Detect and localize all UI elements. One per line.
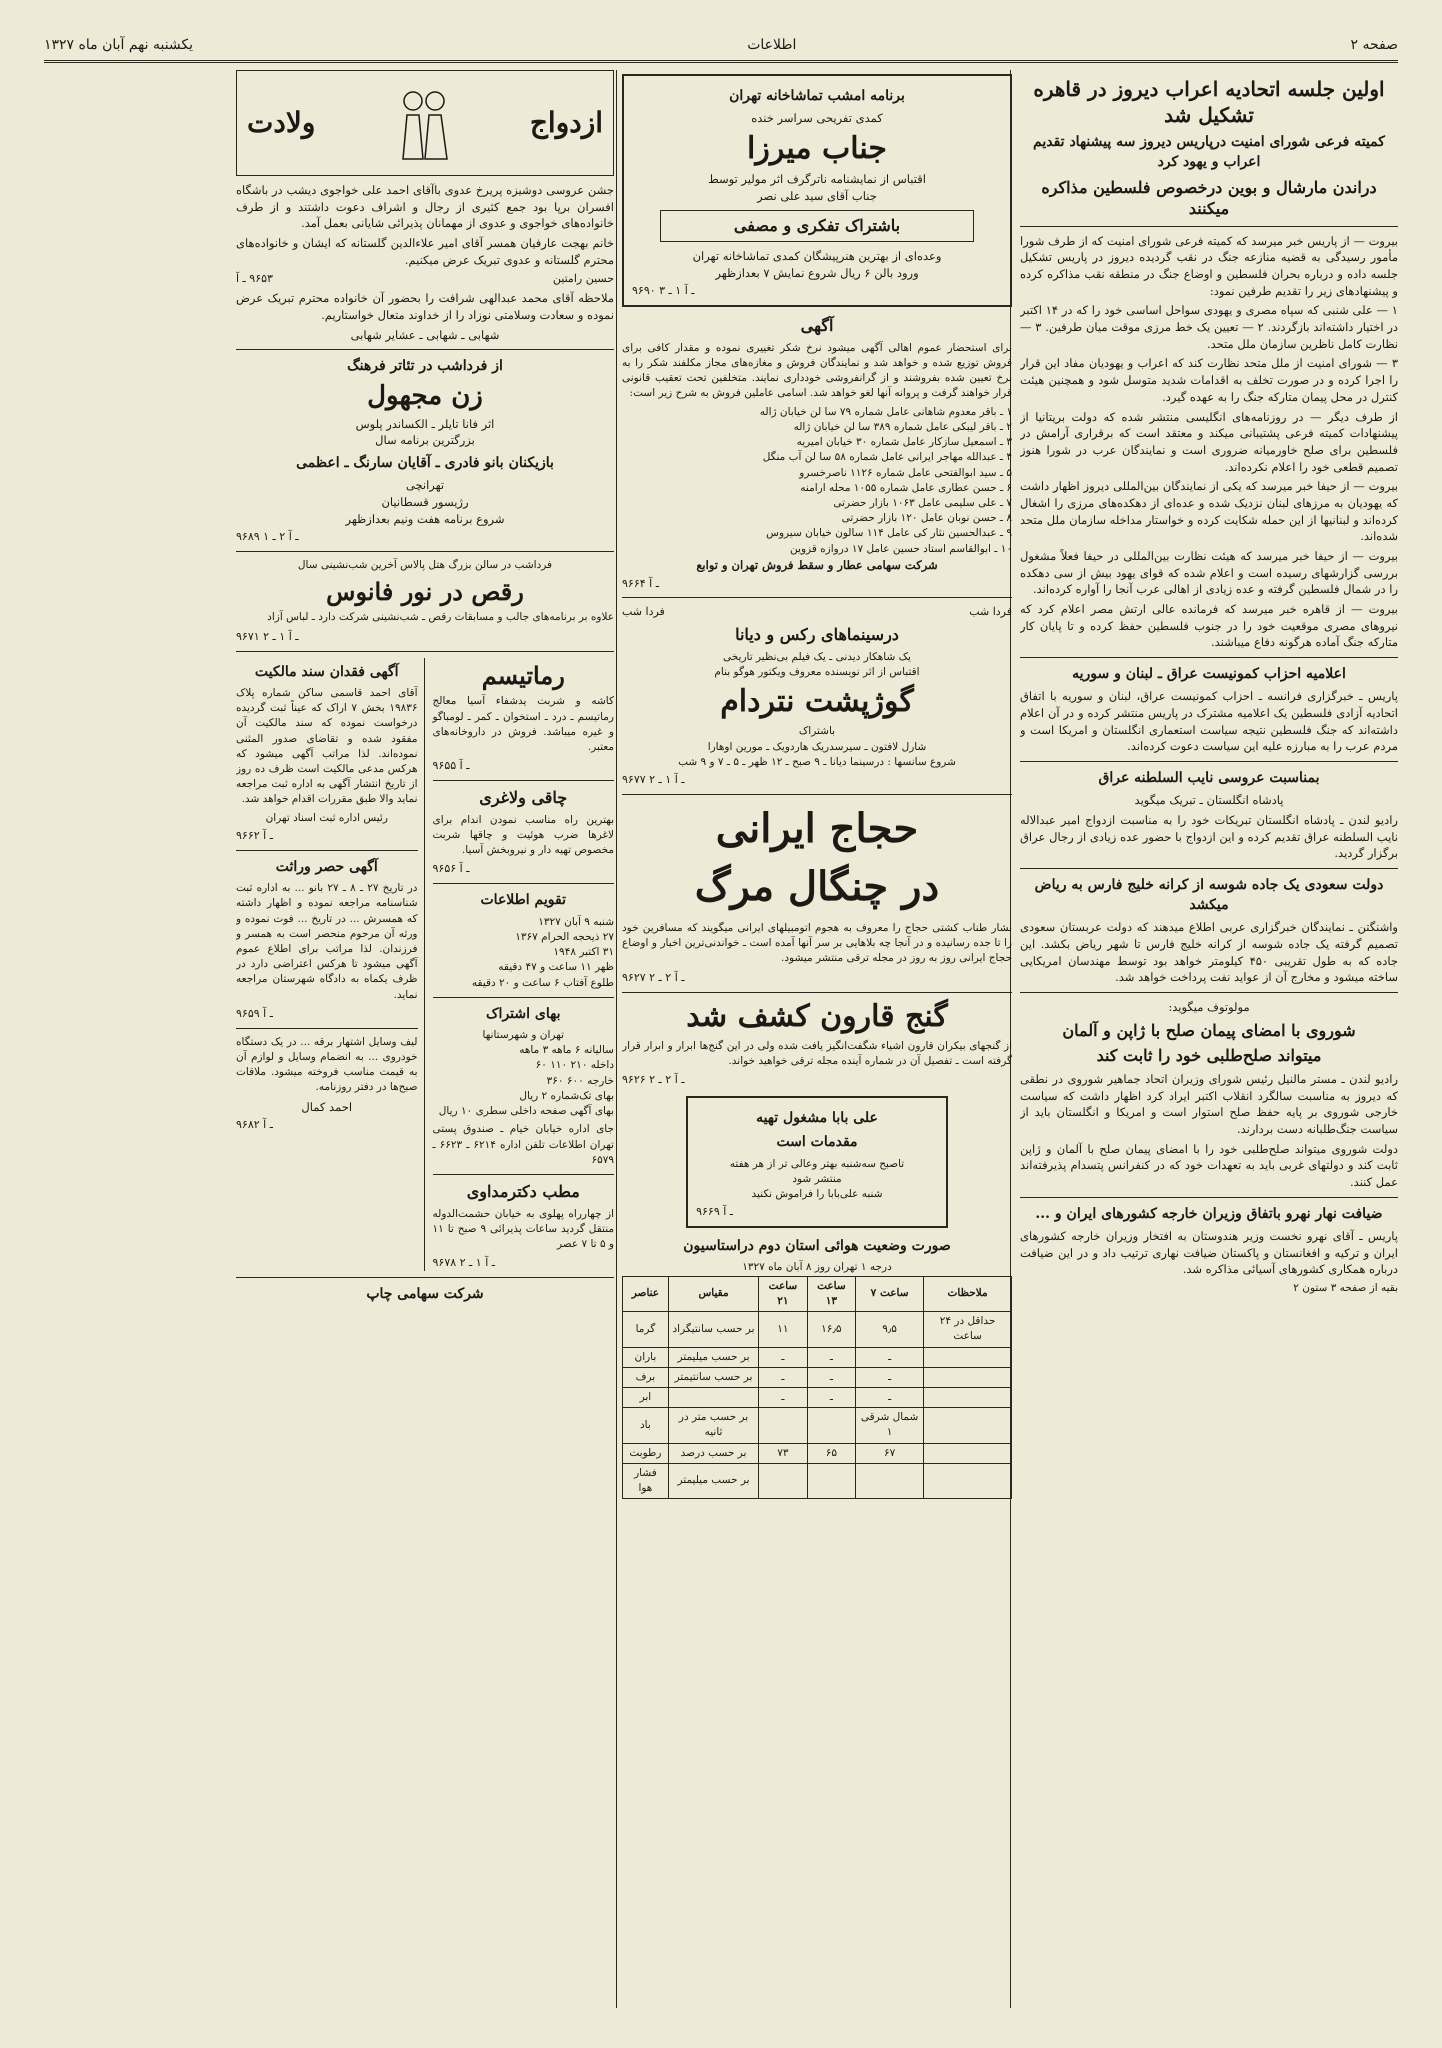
alibaba-ad: [686, 1096, 948, 1228]
ad-code: ۹۶۷۷ ـ آ ۱ ـ ۲: [622, 773, 685, 787]
article-text: بیروت — از پاریس خبر میرسد که کمیته فرعی شورای امنیت که از طرف شورا مأمور رسیدگی به قضیه منازعه جنگ در نقب گردیده دیروز در پاریس تشکیل جلسه داده و درباره بحران فلسطین و اوضاع جنگ در منطقه نقب مذاکره کرده و پیشنهادهای زیر را تقدیم طرفین نمود:: [1020, 233, 1398, 298]
office-info: جای اداره خیابان خیام ـ صندوق پستی تهران اطلاعات تلفن اداره ۶۲۱۴ ـ ۶۶۲۳ ـ ۶۵۷۹: [432, 1123, 614, 1166]
table-cell: [924, 1408, 1012, 1443]
film-heading: از فرداشب در تئاتر فرهنگ: [347, 358, 503, 375]
weather-column-header: ساعت ۱۳: [807, 1276, 855, 1311]
headline-arab-league: اولین جلسه اتحادیه اعراب دیروز در قاهره تشکیل شد: [1033, 77, 1385, 127]
divider: [236, 651, 614, 652]
notice-list-item: ۶ ـ حسن عطاری عامل شماره ۱۰۵۵ محله ارامنه: [800, 481, 1012, 494]
weather-table: [622, 1276, 1012, 1500]
column-ads-left: [236, 70, 614, 2012]
table-cell: بر حسب سانتیمتر: [668, 1367, 758, 1387]
film-place: تهرانچی: [405, 478, 445, 493]
hajj-text: نشار طناب کشتی حجاج را معروف به هجوم اتومبیلهای ایرانی میگویند که مسافرین خود را تا جده رسانیده و در آنجا چه بلاهایی بر سر آنها آمده است ـ خواندنی‌ترین اخبار و اوضاع حجاج ایرانی روز به روز در مجله ترقی منتشر میشود.: [622, 922, 1012, 965]
alibaba-heading: علی بابا مشغول تهیه: [756, 1109, 878, 1126]
divider: [236, 1277, 614, 1278]
table-cell: ۶۵: [807, 1443, 855, 1463]
table-cell: [668, 1388, 758, 1408]
continued-note: بقیه از صفحه ۳ ستون ۲: [1293, 1282, 1398, 1295]
theater-description: وعده‌ای از بهترین هنرپیشگان کمدی تماشاخانه تهران: [692, 248, 942, 263]
cinema-times: شروع سانسها : درسینما دیانا ـ ۹ صبح ـ ۱۲ ظهر ـ ۵ ـ ۷ و ۹ شب: [678, 755, 956, 768]
loss-notice-heading: آگهی فقدان سند مالکیت: [254, 663, 399, 680]
alibaba-text: منتشر شود: [792, 1172, 842, 1185]
calendar-row: ظهر ۱۱ ساعت و ۴۷ دقیقه: [498, 961, 614, 974]
divider: [433, 1174, 615, 1175]
theater-description: ورود بالن ۶ ریال شروع نمایش ۷ بعدازظهر: [715, 265, 919, 280]
subscription-row: بهای تک‌شماره ۲ ریال: [519, 1089, 614, 1102]
notice-list-item: ۹ ـ عبدالحسین نثار کی عامل ۱۱۴ سالون خیابان سیروس: [766, 527, 1012, 540]
headline-saudi-road: دولت سعودی یک جاده شوسه از کرانه خلیج فارس به ریاض میکشد: [1034, 876, 1384, 914]
misc-notice-signature: احمد کمال: [301, 1099, 353, 1114]
ad-code: ۹۶۸۹ ـ آ ۲ ـ ۱: [236, 530, 299, 544]
treasure-text: از گنجهای بیکران قارون اشیاء شگفت‌انگیز یافت شده ولی در این گنج‌ها ابرار و ابرار قرار گرفته است ـ تفصیل آن در شماره آینده مجله ترقی خواهید خواند.: [622, 1039, 1012, 1067]
table-cell: بر حسب درصد: [668, 1443, 758, 1463]
weight-title: چاقی ولاغری: [479, 788, 568, 808]
weather-column-header: مقیاس: [668, 1276, 758, 1311]
article-text: بیروت — از حیفا خبر میرسد که هیئت نظارت بین‌المللی در حیفا فعلاً مشغول بررسی گزارشهای رسیده است و اعلام شده که قوای یهود بیش از سی دهکده را در شمال فلسطین گرفته و عده زیادی از اهالی عرب آنجا را آواره کرده‌اند.: [1020, 548, 1398, 597]
divider: [433, 997, 615, 998]
table-cell: ـ: [807, 1388, 855, 1408]
table-cell: ۱۶٫۵: [807, 1312, 855, 1347]
headline-nehru-lunch: ضیافت نهار نهرو باتفاق وزیران خارجه کشورهای ایران و ...: [1035, 1205, 1383, 1222]
table-cell: برف: [623, 1367, 669, 1387]
table-row: [623, 1408, 1012, 1443]
table-cell: بر حسب میلیمتر: [668, 1347, 758, 1367]
subscription-subheading: تهران و شهرستانها: [482, 1029, 564, 1042]
article-text: ۱ — علی شنبی که سپاه مصری و یهودی سواحل اساسی خود را که در ۱۴ اکتبر در اختیار داشته‌اند بازگردند. ۲ — تعیین یک خط مرزی موقت میان طرفین. ۳ — نظارت کامل ناظرین سازمان ملل متحد.: [1020, 303, 1398, 351]
weather-table-body: [623, 1312, 1012, 1499]
table-cell: [924, 1347, 1012, 1367]
wedding-signature: حسین رامتین: [552, 272, 614, 286]
wedding-text: جشن عروسی دوشیزه پریرخ عدوی باآقای احمد علی خواجوی دیشب در باشگاه افسران برپا بود جمع کثیری از رجال و اشراف دعوت داشتند و از طرف خانواده‌های خواجوی و عدوی از مهمانان پذیرائی شایانی بعمل آمد.: [236, 183, 614, 231]
left-split-right: [433, 658, 615, 1272]
table-cell: [807, 1463, 855, 1498]
issue-date: یکشنبه نهم آبان ماه ۱۳۲۷: [44, 37, 194, 53]
weather-column-header: ساعت ۷: [856, 1276, 924, 1311]
divider: [236, 349, 614, 350]
hajj-title-2: در چنگال مرگ: [694, 863, 940, 911]
theater-ad: [622, 74, 1012, 307]
divider: [1020, 657, 1398, 658]
article-text: ۳ — شورای امنیت از ملل متحد نظارت کند که اعراب و یهودیان مفاد این قرار را اجرا کرده و در صورت تخلف به اقدامات شدید متوسل شود و همچنین هیئت کنترل در محل پیمان متارکه جنگ را به عهده گیرد.: [1020, 356, 1398, 404]
article-text: رادیو لندن ـ پادشاه انگلستان تبریکات خود را به مناسبت ازدواج امیر عبدالاله نایب السلطنه عراق تقدیم کرده و این ازدواج با حضور عده زیادی از رجال عراق برگزار گردید.: [1020, 812, 1398, 861]
table-cell: ـ: [856, 1367, 924, 1387]
table-cell: گرما: [623, 1312, 669, 1347]
ad-code: ۹۶۶۲ ـ آ: [236, 828, 273, 842]
film-title: زن مجهول: [367, 380, 483, 411]
divider: [1020, 761, 1398, 762]
subhead-iraq-wedding: پادشاه انگلستان ـ تبریک میگوید: [1134, 793, 1284, 808]
table-cell: رطوبت: [623, 1443, 669, 1463]
dance-text: علاوه بر برنامه‌های جالب و مسابقات رقص ـ شب‌نشینی شرکت دارد ـ لباس آزاد: [267, 611, 614, 624]
loss-notice-text: آقای احمد قاسمی ساکن شماره پلاک ۱۹۸۳۶ بخش ۷ اراک که عیناً ثبت گردیده درخواست نموده که سند مالکیت آن مفقود شده و تقاضای صدور المثنی نموده‌اند. لذا مراتب آگهی میشود که هرکس مدعی مالکیت است ظرف ده روز از تاریخ انتشار آگهی به اداره ثبت مراجعه نماید والا طبق مقررات اقدام خواهد شد.: [236, 686, 418, 806]
weather-column-header: عناصر: [623, 1276, 669, 1311]
table-cell: شمال شرقی ۱: [856, 1408, 924, 1443]
headline-soviet-peace-2: میتواند صلح‌طلبی خود را ثابت کند: [1096, 1046, 1322, 1066]
table-cell: [759, 1463, 807, 1498]
film-actors: بازیکنان بانو فادری ـ آقایان سارنگ ـ اعظمی: [296, 455, 554, 472]
kicker-molotov: مولوتوف میگوید:: [1168, 1000, 1250, 1015]
ad-code: ۹۶۵۶ ـ آ: [432, 862, 470, 876]
table-cell: ـ: [807, 1347, 855, 1367]
left-split-left: [236, 658, 425, 1272]
notice-list-item: ۵ ـ سید ابوالفتحی عامل شماره ۱۱۲۶ ناصرخسرو: [799, 466, 1012, 479]
table-cell: [924, 1367, 1012, 1387]
divider: [236, 1028, 418, 1029]
ad-code: ۹۶۵۹ ـ آ: [236, 1006, 273, 1020]
wedding-text: خانم بهجت عارفیان همسر آقای امیر علاءالدین گلستانه که ایشان و خانواده‌های محترم گلستانه و عدوی تبریک عرض میکنیم.: [236, 236, 614, 267]
hajj-title: حجاج ایرانی: [715, 805, 919, 853]
inheritance-notice-heading: آگهی حصر وراثت: [275, 858, 378, 875]
theater-cast-box: باشتراک تفکری و مصفی: [660, 210, 974, 242]
divider: [622, 992, 1012, 993]
subscription-row: بهای آگهی صفحه داخلی سطری ۱۰ ریال: [438, 1105, 614, 1118]
ad-code: ۹۶۶۴ ـ آ: [622, 576, 659, 590]
notice-text: برای استحضار عموم اهالی آگهی میشود نرخ شکر تغییری نموده و مقدار کافی برای فروش توزیع شده و خواهد شد و نمایندگان فروش و مغازه‌های مجاز مکلفند شکر را به نرخ تعیین شده بفروشند و از گرانفروشی خودداری نمایند. متخلفین تحت تعقیب قانونی قرار خواهند گرفت و پروانه آنها لغو خواهد شد. اسامی عاملین فروش به شرح زیر است:: [622, 341, 1012, 400]
theater-description: اقتباس از نمایشنامه ناترگرف اثر مولیر توسط: [708, 171, 926, 186]
divider: [433, 883, 615, 884]
table-cell: [856, 1463, 924, 1498]
table-cell: ۷۳: [759, 1443, 807, 1463]
alibaba-text: شنبه علی‌بابا را فراموش نکنید: [751, 1188, 883, 1201]
film-subheading: بزرگترین برنامه سال: [375, 433, 475, 448]
cinema-tag: فردا شب: [969, 605, 1012, 619]
film-director: رژیسور قسطانیان: [381, 495, 469, 510]
table-cell: ۱۱: [759, 1312, 807, 1347]
weather-heading: صورت وضعیت هوائی استان دوم دراستاسیون: [683, 1238, 951, 1255]
article-text: بیروت — از قاهره خبر میرسد که فرمانده عالی ارتش مصر اعلام کرد که نیروهای مصری موقعیت خود را در جنوب فلسطین حفظ کرده و تا پایان کار متارکه جنگ آماده هرگونه دفاع میباشند.: [1020, 601, 1398, 650]
printer-name: شرکت سهامی چاپ: [366, 1286, 484, 1303]
table-row: [623, 1347, 1012, 1367]
wedding-text: ملاحظه آقای محمد عبدالهی شرافت را بحضور آن خانواده محترم تبریک عرض نموده و سعادت وسلامتی نوزاد را از خداوند متعال خواستاریم.: [236, 291, 614, 322]
table-cell: ۶۷: [856, 1443, 924, 1463]
ad-code: ۹۶۵۳ ـ آ: [236, 272, 273, 286]
dance-title: رقص در نور فانوس: [326, 576, 524, 606]
table-cell: حداقل در ۲۴ ساعت: [924, 1312, 1012, 1347]
ad-code: ۹۶۸۲ ـ آ: [236, 1118, 273, 1132]
divider: [1020, 868, 1398, 869]
divider: [236, 551, 614, 552]
subscription-heading: بهای اشتراک: [486, 1005, 561, 1022]
wedding-birth-banner: [236, 70, 614, 176]
column-ads-center: [622, 70, 1012, 2012]
table-cell: [924, 1463, 1012, 1498]
alibaba-subheading: مقدمات است: [776, 1134, 858, 1151]
rheumatism-text: کاشه و شربت یدشفاء آسیا معالج رماتیسم ـ درد ـ استخوان ـ کمر ـ لومباگو و غیره میباشد. فروش در داروخانه‌های معتبر.: [432, 695, 614, 754]
divider: [622, 597, 1012, 598]
cinema-heading: درسینماهای رکس و دیانا: [735, 625, 899, 645]
cinema-title: گوژپشت نتردام: [720, 684, 914, 720]
headline-iraq-wedding: بمناسبت عروسی نایب السلطنه عراق: [1098, 769, 1320, 786]
couple-illustration-icon: [393, 83, 453, 163]
headline-communist-parties: اعلامیه احزاب کمونیست عراق ـ لبنان و سوریه: [1072, 665, 1346, 682]
cinema-description: اقتباس از اثر نویسنده معروف ویکتور هوگو بنام: [714, 666, 920, 679]
article-text: رادیو لندن ـ مستر مالنیل رئیس شورای وزیران اتحاد جماهیر شوروی در نطقی که دیروز به مناسبت سالگرد انقلاب اکتبر ایراد کرد اظهار داشت که سیاست خارجی شوروی بر پایه حفظ صلح استوار است و امریکا و انگلستان باید از سیاست جنگ‌طلبانه دست بردارند.: [1020, 1072, 1398, 1137]
dance-heading: فرداشب در سالن بزرگ هتل پالاس آخرین شب‌نشینی سال: [297, 559, 553, 572]
weather-table-header: [623, 1276, 1012, 1311]
film-cast: اثر فانا تایلر ـ الکساندر پلوس: [355, 416, 495, 431]
left-split: [236, 658, 614, 1272]
theater-title: جناب میرزا: [747, 130, 887, 166]
column-news: [1020, 70, 1398, 2012]
ad-code: ۹۶۲۶ ـ آ ۲ ـ ۲: [622, 1073, 685, 1087]
table-cell: ـ: [759, 1367, 807, 1387]
table-row: [623, 1367, 1012, 1387]
paper-name: اطلاعات: [747, 37, 797, 53]
page-number: صفحه ۲: [1350, 37, 1398, 53]
notice-heading: آگهی: [800, 316, 834, 336]
wedding-sign-row: [236, 271, 614, 287]
table-cell: باد: [623, 1408, 669, 1443]
wedding-signature: شهابی ـ شهابی ـ عشایر شهابی: [350, 327, 500, 342]
notice-list-item: ۴ ـ عبدالله مهاجر ایرانی عامل شماره ۵۸ سا لن آب منگل: [762, 451, 1012, 464]
divider: [1020, 226, 1398, 227]
calendar-heading: تقویم اطلاعات: [480, 892, 566, 909]
notice-list-item: ۲ ـ باقر لیبکی عامل شماره ۳۸۹ سا لن خیابان ژاله: [793, 420, 1012, 433]
cinema-tag: فردا شب: [622, 605, 665, 619]
notice-list-item: ۸ ـ حسن نوبان عامل ۱۲۰ بازار حضرتی: [841, 512, 1012, 525]
cinema-cast-lead: باشتراک: [798, 725, 836, 738]
doctor-text: از چهارراه پهلوی به خیابان حشمت‌الدوله منتقل گردید ساعات پذیرائی ۹ صبح تا ۱۱ و ۵ تا ۷ عصر: [432, 1207, 614, 1251]
table-cell: ـ: [856, 1347, 924, 1367]
table-cell: ـ: [856, 1388, 924, 1408]
theater-description: جناب آقای سید علی نصر: [757, 188, 877, 203]
doctor-heading: مطب دکترمداوی: [466, 1182, 580, 1202]
cinema-description: یک شاهکار دیدنی ـ یک فیلم بی‌نظیر تاریخی: [723, 650, 911, 663]
table-cell: [924, 1388, 1012, 1408]
table-row: [623, 1443, 1012, 1463]
notice-list-item: ۷ ـ علی سلیمی عامل ۱۰۶۳ بازار حضرتی: [833, 496, 1012, 509]
banner-word-birth: ولادت: [247, 105, 316, 139]
header-rule: [44, 60, 1398, 63]
calendar-row: ۲۷ ذیحجه الحرام ۱۳۶۷: [515, 930, 614, 943]
notice-list-item: ۳ ـ اسمعیل سازکار عامل شماره ۳۰ خیابان امیریه: [796, 436, 1012, 449]
article-text: واشنگتن ـ نمایندگان خبرگزاری عربی اطلاع میدهند که دولت عربستان سعودی تصمیم گرفته یک جاده شوسه از کرانه خلیج فارس تا شهر ریاض بکشد. این جاده که به طول تقریبی ۴۵۰ کیلومتر خواهد بود توسط مهندسان امریکایی ساخته میشود و مخارج آن از عواید نفت پرداخت خواهد شد.: [1020, 920, 1398, 985]
table-cell: ۹٫۵: [856, 1312, 924, 1347]
page-header: [44, 34, 1398, 56]
table-row: [623, 1463, 1012, 1498]
column-divider: [616, 70, 617, 2008]
divider: [1020, 992, 1398, 993]
cinema-tags: [622, 604, 1012, 620]
weather-subheading: درجه ۱ تهران روز ۸ آبان ماه ۱۳۲۷: [742, 1261, 892, 1274]
table-cell: ـ: [759, 1347, 807, 1367]
cinema-cast: شارل لافتون ـ سیرسدریک هاردویک ـ مورین اوهارا: [707, 740, 927, 753]
weather-column-header: ملاحظات: [924, 1276, 1012, 1311]
table-cell: ابر: [623, 1388, 669, 1408]
table-cell: بر حسب سانتیگراد: [668, 1312, 758, 1347]
ad-code: ۹۶۹۰ ـ آ ۱ ـ ۳: [632, 284, 695, 298]
weather-column-header: ساعت ۲۱: [759, 1276, 807, 1311]
divider: [622, 794, 1012, 795]
alibaba-text: تاصبح سه‌شنبه بهتر وعالی تر از هر هفته: [729, 1157, 905, 1170]
notice-signature: شرکت سهامی عطار و سقط فروش تهران و توابع: [696, 557, 938, 572]
banner-word-marriage: ازدواج: [529, 105, 603, 139]
divider: [433, 780, 615, 781]
article-text: پاریس ـ آقای نهرو نخست وزیر هندوستان به افتخار وزیران خارجه کشورهای ایران و ترکیه و افغانستان و پاکستان ضیافت نهاری ترتیب داد و در این ضیافت درباره همکاری کشورهای آسیائی مذاکره شد.: [1020, 1229, 1398, 1277]
table-cell: [924, 1443, 1012, 1463]
article-text: بیروت — از حیفا خبر میرسد که یکی از نمایندگان بین‌المللی دیروز اظهار داشت که یهودیان به مرزهای لبنان نزدیک شده و عده‌ای از دهکده‌های مرزی را اشغال کرده‌اند و لبنانیها از این حمله شکایت کرده و خواستار مداخله سازمان ملل متحد شده‌اند.: [1020, 479, 1398, 544]
table-row: [623, 1388, 1012, 1408]
subscription-row: خارجه ۶۰۰ ۳۶۰: [546, 1074, 614, 1087]
calendar-row: ۳۱ اکتبر ۱۹۴۸: [553, 946, 614, 959]
calendar-row: شنبه ۹ آبان ۱۳۲۷: [538, 915, 614, 928]
divider: [1020, 1197, 1398, 1198]
treasure-title: گنج قارون کشف شد: [686, 998, 948, 1034]
article-text: پاریس ـ خبرگزاری فرانسه ـ احزاب کمونیست عراق، لبنان و سوریه با اتفاق اتحادیه آزادی فلسطین یک اعلامیه مشترک در پاریس منتشر کرده و در آن اعلام داشته‌اند که جنگ فلسطین نتیجه سیاست استعماری انگلستان و امریکا است و مردم عرب را به مبارزه علیه این سیاست دعوت کرده‌اند.: [1020, 689, 1398, 754]
ad-code: ۹۶۲۷ ـ آ ۲ ـ ۲: [622, 970, 685, 984]
notice-list-item: ۱ ـ باقر معدوم شاهانی عامل شماره ۷۹ سا لن خیابان ژاله: [759, 405, 1012, 418]
theater-subheading: کمدی تفریحی سراسر خنده: [751, 111, 883, 126]
table-cell: فشار هوا: [623, 1463, 669, 1498]
film-times: شروع برنامه هفت ونیم بعدازظهر: [345, 511, 505, 526]
rheumatism-title: رماتیسم: [481, 660, 565, 690]
subscription-row: داخله ۲۱۰ ۱۱۰ ۶۰: [535, 1059, 614, 1072]
table-cell: ـ: [807, 1367, 855, 1387]
table-cell: باران: [623, 1347, 669, 1367]
theater-heading: برنامه امشب تماشاخانه تهران: [729, 88, 905, 104]
subhead-marshall-bevin: دراندن مارشال و بوین درخصوص فلسطین مذاکره میکنند: [1041, 177, 1377, 219]
notice-list-item: ۱۰ ـ ابوالقاسم استاد حسین عامل ۱۷ دروازه قزوین: [790, 542, 1012, 555]
ad-code: ۹۶۷۱ ـ آ ۱ ـ ۲: [236, 629, 299, 643]
ad-code: ۹۶۵۵ ـ آ: [432, 759, 470, 773]
ad-code: ۹۶۶۹ ـ آ: [696, 1205, 734, 1219]
calendar-row: طلوع آفتاب ۶ ساعت و ۲۰ دقیقه: [471, 976, 614, 989]
table-cell: بر حسب میلیمتر: [668, 1463, 758, 1498]
notice-list: [622, 405, 1012, 557]
divider: [236, 850, 418, 851]
table-cell: [759, 1408, 807, 1443]
article-text: دولت شوروی میتواند صلح‌طلبی خود را با امضای پیمان صلح با آلمان و ژاپن ثابت کند و دولتهای غربی باید به تعهدات خود که در کنفرانس پتسدام پذیرفته‌اند عمل کنند.: [1020, 1141, 1398, 1190]
table-cell: ـ: [759, 1388, 807, 1408]
subhead-security-council: کمیته فرعی شورای امنیت درپاریس دیروز سه پیشنهاد تقدیم اعراب و یهود کرد: [1033, 134, 1385, 171]
headline-soviet-peace: شوروی با امضای پیمان صلح با ژاپن و آلمان: [1062, 1020, 1356, 1040]
inheritance-notice-text: در تاریخ ۲۷ ـ ۸ ـ ۲۷ بانو ... به اداره ثبت شناسنامه مراجعه نموده و اظهار داشته که همسرش ... در تاریخ ... فوت نموده و ورثه آن مرحوم منحصر است به همسر و فرزندان. لذا مراتب برای اطلاع عموم آگهی میشود تا هرکس اعتراضی دارد در ظرف یکماه به دادگاه شهرستان مراجعه نماید.: [236, 882, 418, 1001]
article-text: از طرف دیگر — در روزنامه‌های انگلیسی منتشر شده که دولت بریتانیا از پیشنهادات کمیته فرعی پشتیبانی میکند و معتقد است که برقراری آرامش در فلسطین برای صلح خاورمیانه ضروری است و نمایندگان عرب در شورا هنوز تصمیم قطعی خود را اعلام نکرده‌اند.: [1020, 409, 1398, 474]
table-cell: [807, 1408, 855, 1443]
misc-notice-text: لیف وسایل اشتهار برقه ... در یک دستگاه خودروی ... به انضمام وسایل و لوازم آن به قیمت مناسب فروخته میشود. ملاقات صبح‌ها در دفتر روزنامه.: [236, 1035, 418, 1094]
loss-notice-signature: رئیس اداره ثبت اسناد تهران: [265, 811, 388, 824]
table-row: [623, 1312, 1012, 1347]
table-cell: بر حسب متر در ثانیه: [668, 1408, 758, 1443]
subscription-row: سالیانه ۶ ماهه ۳ ماهه: [519, 1044, 614, 1057]
ad-code: ۹۶۷۸ ـ آ ۱ ـ ۲: [432, 1256, 495, 1270]
weight-text: بهترین راه مناسب نمودن اندام برای لاغرها ضرب هوئیت و چاقها شربت مخصوص تهیه دار و نیروبخش آسیا.: [432, 813, 614, 857]
